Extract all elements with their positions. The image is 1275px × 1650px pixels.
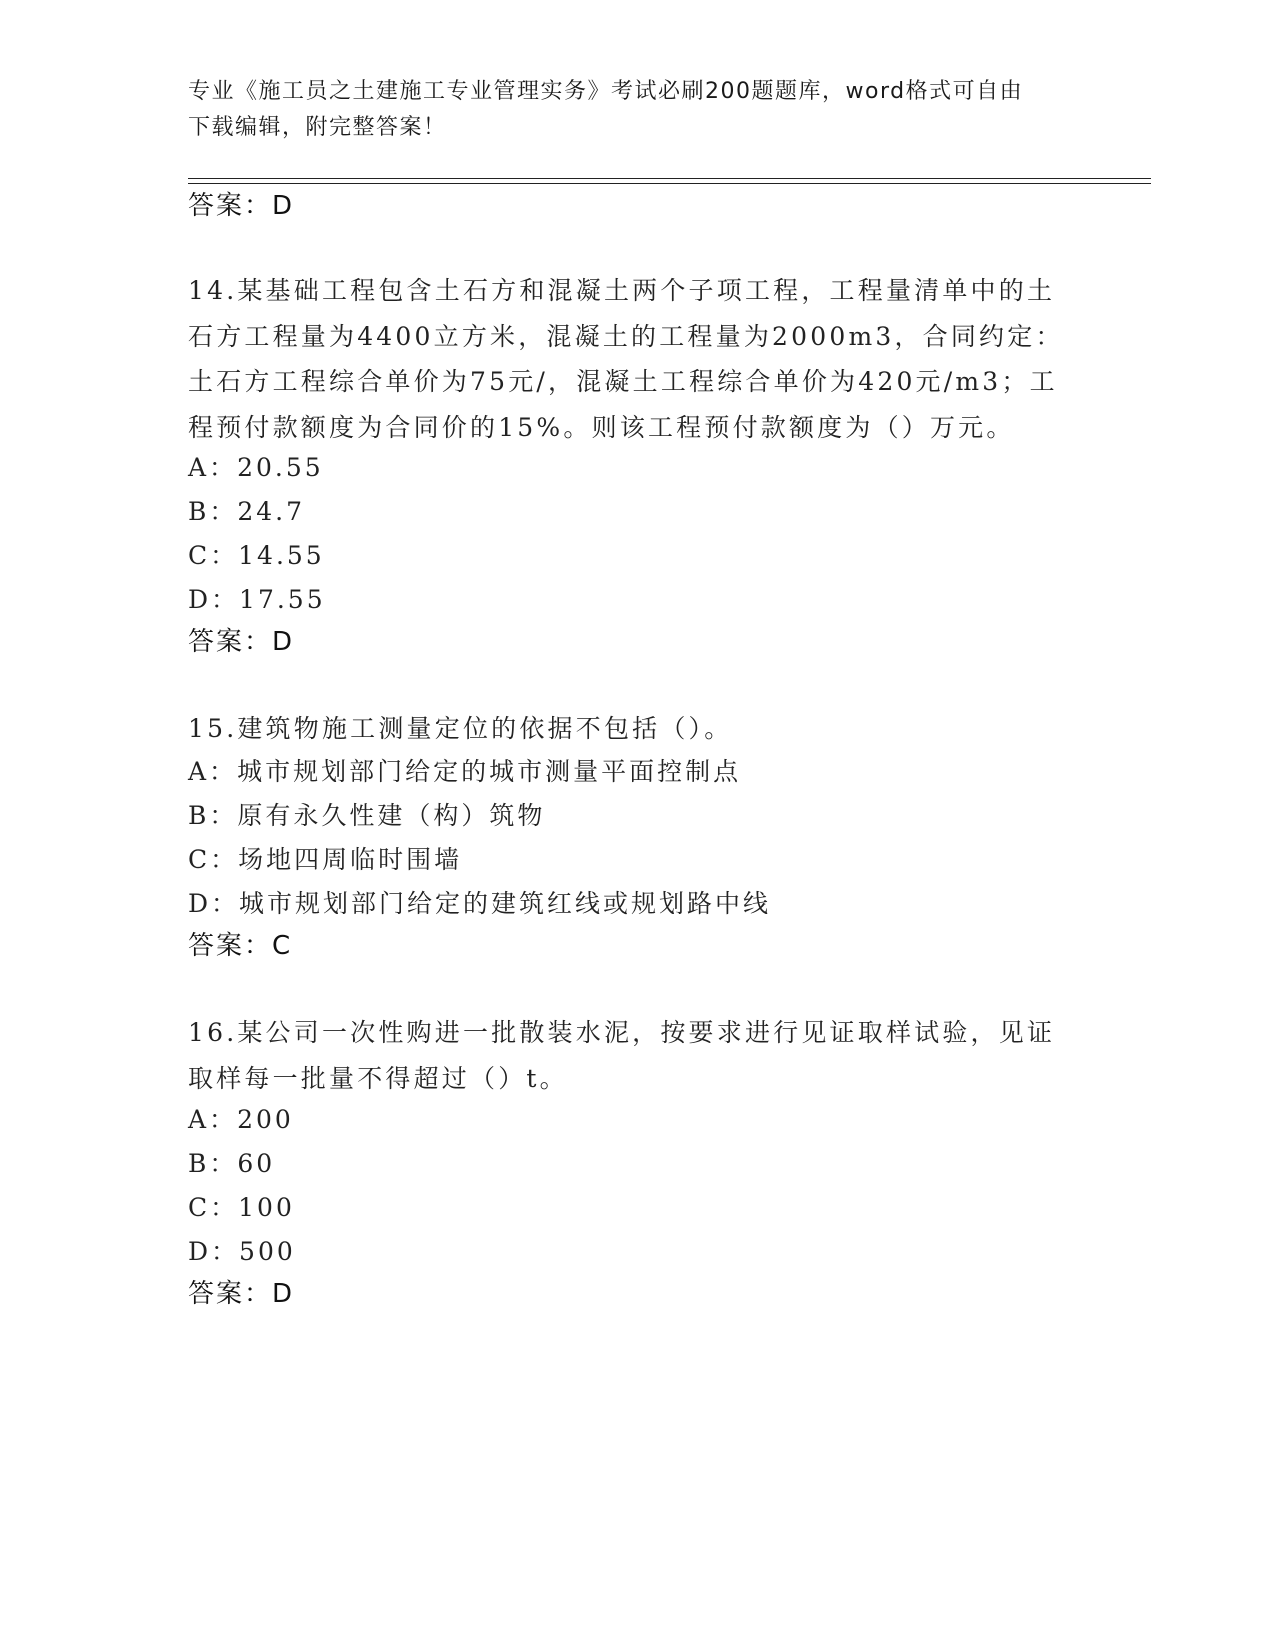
question-text: 16.某公司一次性购进一批散装水泥，按要求进行见证取样试验，见证取样每一批量不得超过（）t。 xyxy=(188,1018,1056,1093)
option-a xyxy=(188,1100,294,1140)
option-value: 城市规划部门给定的建筑红线或规划路中线 xyxy=(239,889,772,918)
option-value: 原有永久性建（构）筑物 xyxy=(237,801,546,830)
option-key: B： xyxy=(188,497,238,526)
header-rule-thick xyxy=(188,183,1151,184)
option-b xyxy=(188,492,305,532)
option-key: C： xyxy=(188,541,239,570)
answer-line xyxy=(188,186,292,226)
option-value: 24.7 xyxy=(237,497,306,526)
answer-label: 答案： xyxy=(188,627,273,657)
option-key: A： xyxy=(188,757,238,786)
document-header xyxy=(188,74,1068,146)
option-c xyxy=(188,1188,295,1228)
option-value: 场地四周临时围墙 xyxy=(238,845,463,874)
answer-label: 答案： xyxy=(188,191,273,221)
question-text: 14.某基础工程包含土石方和混凝土两个子项工程，工程量清单中的土石方工程量为4400立方米，混凝土的工程量为2000m3，合同约定：土石方工程综合单价为75元/，混凝土工程综合单价为420元/m3；工程预付款额度为合同价的15%。则该工程预付款额度为（）万元。 xyxy=(188,276,1064,442)
option-a xyxy=(188,752,741,792)
answer-value: D xyxy=(272,1279,293,1309)
option-key: D： xyxy=(188,889,240,918)
option-value: 500 xyxy=(239,1237,296,1266)
answer-line xyxy=(188,622,292,662)
option-key: C： xyxy=(188,1193,239,1222)
answer-value: D xyxy=(272,627,293,657)
option-value: 100 xyxy=(238,1193,295,1222)
option-value: 200 xyxy=(237,1105,294,1134)
option-key: B： xyxy=(188,1149,238,1178)
answer-value: D xyxy=(272,191,293,221)
option-a xyxy=(188,448,324,488)
option-value: 城市规划部门给定的城市测量平面控制点 xyxy=(237,757,742,786)
header-rule-thin xyxy=(188,178,1151,179)
option-value: 17.55 xyxy=(239,585,326,614)
option-key: B： xyxy=(188,801,238,830)
option-value: 20.55 xyxy=(237,453,324,482)
answer-value: C xyxy=(272,931,291,961)
option-b xyxy=(188,1144,275,1184)
option-key: C： xyxy=(188,845,239,874)
header-line-1: 专业《施工员之土建施工专业管理实务》考试必刷200题题库，word格式可自由 xyxy=(188,79,1024,104)
option-c xyxy=(188,536,325,576)
option-value: 14.55 xyxy=(238,541,325,570)
option-key: D： xyxy=(188,585,240,614)
option-key: D： xyxy=(188,1237,240,1266)
answer-line xyxy=(188,1274,292,1314)
header-line-2: 下载编辑，附完整答案！ xyxy=(188,115,447,140)
answer-label: 答案： xyxy=(188,1279,273,1309)
option-key: A： xyxy=(188,1105,238,1134)
option-c xyxy=(188,840,462,880)
question-text: 15.建筑物施工测量定位的依据不包括（）。 xyxy=(188,714,733,743)
answer-line xyxy=(188,926,290,966)
option-d xyxy=(188,580,326,620)
answer-label: 答案： xyxy=(188,931,273,961)
option-b xyxy=(188,796,545,836)
option-d xyxy=(188,884,771,924)
option-key: A： xyxy=(188,453,238,482)
option-value: 60 xyxy=(237,1149,276,1178)
option-d xyxy=(188,1232,296,1272)
